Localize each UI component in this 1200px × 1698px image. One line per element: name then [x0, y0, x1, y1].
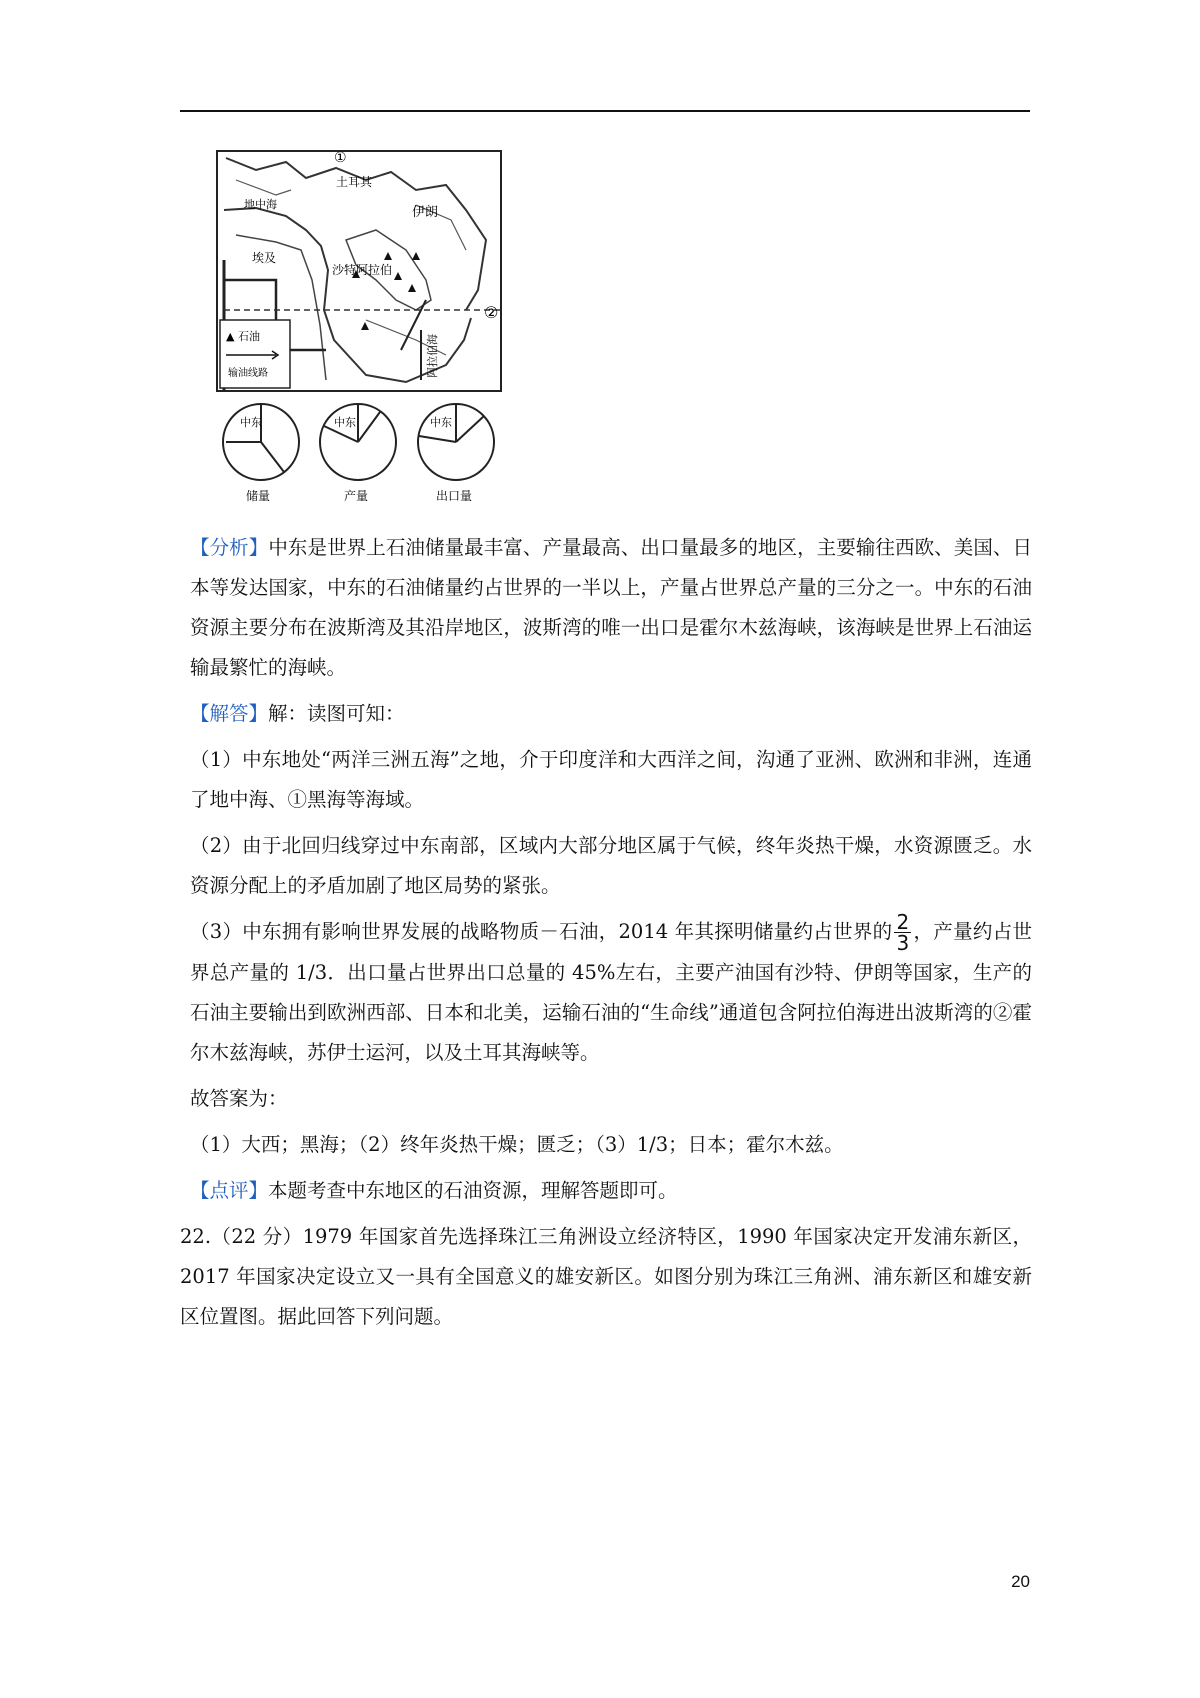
analysis-text: 中东是世界上石油储量最丰富、产量最高、出口量最多的地区，主要输往西欧、美国、日本等发达国家，中东的石油储量约占世界的一半以上，产量占世界总产量的三分之一。中东的石油资源主要分布在波斯湾及其沿岸地区，波斯湾的唯一出口是霍尔木兹海峡，该海峡是世界上石油运输最繁忙的海峡。	[190, 536, 1032, 679]
marker-1: ①	[334, 150, 347, 166]
pie-exports	[418, 404, 494, 503]
answer-item-1: （1）中东地处“两洋三洲五海”之地，介于印度洋和大西洋之间，沟通了亚洲、欧洲和非洲，连通了地中海、①黑海等海域。	[190, 748, 1032, 811]
pie-label: 中东	[334, 416, 356, 429]
item3-before: （3）中东拥有影响世界发展的战略物质－石油，2014 年其探明储量约占世界的	[190, 920, 893, 943]
pie-reserves	[223, 404, 299, 503]
comment-text: 本题考查中东地区的石油资源，理解答题即可。	[268, 1179, 678, 1202]
comment-paragraph	[180, 1171, 1032, 1211]
fraction-denominator: 3	[896, 931, 910, 955]
map-and-pies	[216, 150, 506, 520]
middle-east-figure	[216, 150, 506, 520]
answer-lead: 故答案为：	[190, 1087, 288, 1110]
answer-intro-paragraph	[180, 694, 1032, 734]
fraction-two-thirds	[894, 912, 911, 953]
pie-caption: 储量	[246, 489, 271, 503]
marker-2: ②	[484, 303, 499, 322]
answer-intro: 解：读图可知：	[268, 702, 405, 725]
fraction-numerator: 2	[896, 910, 910, 934]
answer-tag: 【解答】	[190, 702, 269, 725]
pie-production	[320, 404, 396, 503]
label-iran: 伊朗	[412, 205, 439, 220]
label-turkey: 土耳其	[336, 175, 373, 189]
label-egypt: 埃及	[252, 251, 277, 265]
pie-caption: 产量	[344, 489, 369, 503]
solution-text	[180, 528, 1032, 1343]
answer-item-3	[180, 912, 1032, 1073]
pie-label: 中东	[430, 416, 452, 429]
label-mediterranean: 地中海	[244, 198, 277, 211]
answer-line: （1）大西；黑海；（2）终年炎热干燥；匮乏；（3）1/3；日本；霍尔木兹。	[190, 1133, 844, 1156]
legend-oil: ▲ 石油	[226, 330, 260, 343]
item3-after: ，产量约占世界总产量的 1/3．出口量占世界出口总量的 45%左右，主要产油国有沙特、伊朗等国家，生产的石油主要输出到欧洲西部、日本和北美，运输石油的“生命线”通道包含阿拉伯海进出波斯湾的②霍尔木兹海峡，苏伊士运河，以及土耳其海峡等。	[190, 920, 1032, 1064]
analysis-tag: 【分析】	[190, 536, 269, 559]
legend-route: 输油线路	[228, 368, 268, 379]
header-rule	[180, 110, 1030, 112]
question-22: 22.（22 分）1979 年国家首先选择珠江三角洲设立经济特区，1990 年国家决定开发浦东新区，2017 年国家决定设立又一具有全国意义的雄安新区。如图分别为珠江三角洲、浦东新区和雄安新区位置图。据此回答下列问题。	[180, 1225, 1032, 1328]
analysis-paragraph	[180, 528, 1032, 688]
page-number: 20	[1011, 1572, 1030, 1591]
pie-label: 中东	[240, 416, 262, 429]
answer-item-2: （2）由于北回归线穿过中东南部，区域内大部分地区属于气候，终年炎热干燥，水资源匮乏。水资源分配上的矛盾加剧了地区局势的紧张。	[190, 834, 1032, 897]
label-arabian-sea: 阿拉伯海	[426, 334, 439, 378]
pie-caption: 出口量	[436, 489, 473, 503]
label-saudi: 沙特阿拉伯	[332, 263, 393, 277]
comment-tag: 【点评】	[190, 1179, 269, 1202]
